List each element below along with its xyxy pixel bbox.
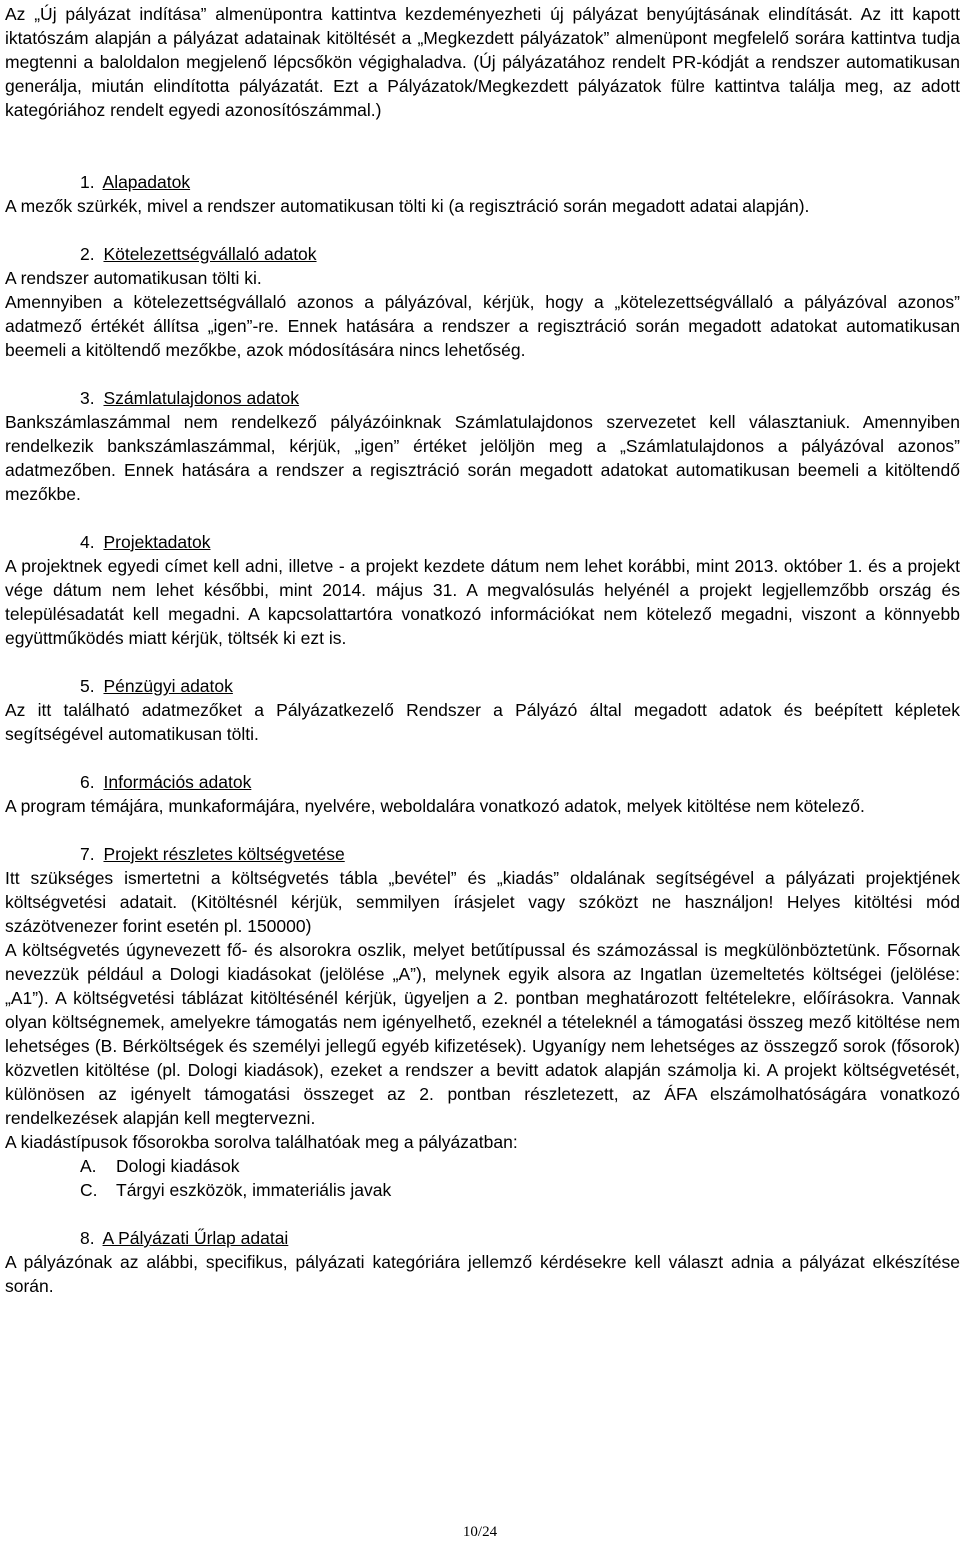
section-alapadatok (5, 170, 960, 218)
section-number: 4. (80, 532, 95, 552)
section-number: 5. (80, 676, 95, 696)
page-number: 10/24 (462, 1524, 498, 1540)
section-paragraph: Bankszámlaszámmal nem rendelkező pályázóinknak Számlatulajdonos szervezetet kell választaniuk. Amennyiben rendelkezik bankszámlaszámmal, kérjük, „igen” értéket jelöljön meg a „Számlatulajdonos a pályázóval azonos” adatmezőben. Ennek hatására a rendszer a regisztráció során megadott adatokat automatikusan beemeli a kitöltendő mezőkbe. (5, 412, 960, 504)
section-penzugyi (5, 674, 960, 746)
section-heading (5, 530, 960, 554)
section-title: Projektadatok (103, 532, 211, 552)
list-item (5, 1154, 960, 1178)
section-paragraph: A pályázónak az alábbi, specifikus, pályázati kategóriára jellemző kérdésekre kell választ adnia a pályázat elkészítése során. (5, 1252, 960, 1296)
list-item-letter: C. (80, 1180, 98, 1200)
section-palyazati-urlap (5, 1226, 960, 1298)
section-paragraph: A kiadástípusok fősorokba sorolva találhatóak meg a pályázatban: (5, 1132, 518, 1152)
section-number: 2. (80, 244, 95, 264)
list-item-text: Tárgyi eszközök, immateriális javak (116, 1180, 392, 1200)
section-title: Kötelezettségvállaló adatok (103, 244, 317, 264)
section-projektadatok (5, 530, 960, 650)
section-title: Pénzügyi adatok (103, 676, 233, 696)
section-number: 6. (80, 772, 95, 792)
section-number: 7. (80, 844, 95, 864)
list-item-letter: A. (80, 1156, 97, 1176)
expense-type-list (5, 1154, 960, 1202)
section-szamlatulajdonos (5, 386, 960, 506)
section-paragraph: Itt szükséges ismertetni a költségvetés tábla „bevétel” és „kiadás” oldalának segítségével a pályázati projektjének költségvetési adatait. (Kitöltésnél kérjük, semmilyen írásjelet vagy szóközt ne használjon! Helyes kitöltési mód százötvenezer forint esetén pl. 150000) (5, 868, 960, 936)
section-heading (5, 770, 960, 794)
document-page (5, 2, 960, 1322)
intro-paragraph: Az „Új pályázat indítása” almenüpontra kattintva kezdeményezheti új pályázat benyújtásának elindítását. Az itt kapott iktatószám alapján a pályázat adatainak kitöltését a „Megkezdett pályázatok” almenüpont megfelelő sorára kattintva tudja megtenni a baloldalon megjelenő lépcsőkön végighaladva. (Új pályázatához rendelt PR-kódját a rendszer automatikusan generálja, miután elindította pályázatát. Ezt a Pályázatok/Megkezdett pályázatok fülre kattintva találja meg, az adott kategóriához rendelt egyedi azonosítószámmal.) (5, 4, 960, 120)
section-paragraph: A program témájára, munkaformájára, nyelvére, weboldalára vonatkozó adatok, melyek kitöltése nem kötelező. (5, 796, 865, 816)
section-title: Számlatulajdonos adatok (103, 388, 300, 408)
section-heading (5, 842, 960, 866)
section-title: Információs adatok (103, 772, 252, 792)
section-number: 3. (80, 388, 95, 408)
section-paragraph: A költségvetés úgynevezett fő- és alsorokra oszlik, melyet betűtípussal és számozással is megkülönböztetünk. Fősornak nevezzük például a Dologi kiadásokat (jelölése „A”), melynek egyik alsora az Ingatlan üzemeltetés költségei (jelölése: „A1”). A költségvetési táblázat kitöltésénél kérjük, ügyeljen a 2. pontban meghatározott feltételekre, előírásokra. Vannak olyan költségnemek, amelyekre támogatás nem igényelhető, ezeknél a tételeknél a támogatási összeg mező kitöltése nem lehetséges (B. Bérköltségek és személyi jellegű egyéb kifizetések). Ugyanígy nem lehetséges az összegző sorok (fősorok) közvetlen kitöltése (pl. Dologi kiadások), ezeket a rendszer a bevitt adatok alapján számolja ki. A projekt költségvetését, különösen az igényelt támogatási összeget az 2. pontban részletezett, az ÁFA elszámolhatóságára vonatkozó rendelkezések alapján kell megtervezni. (5, 940, 960, 1128)
section-paragraph: A projektnek egyedi címet kell adni, illetve - a projekt kezdete dátum nem lehet korábbi, mint 2013. október 1. és a projekt vége dátum nem lehet későbbi, mint 2014. május 31. A megvalósulás helyénél a projekt legjellemzőbb ország és településadatát kell megadni. A kapcsolattartóra vonatkozó információkat nem kötelező megadni, viszont a könnyebb együttműködés miatt kérjük, töltsék ki ezt is. (5, 556, 960, 648)
section-title: Projekt részletes költségvetése (103, 844, 345, 864)
section-kotelezettsegvallalo (5, 242, 960, 362)
section-heading (5, 674, 960, 698)
section-number: 1. (80, 172, 95, 192)
section-informacios (5, 770, 960, 818)
section-koltsegvetes (5, 842, 960, 1202)
section-heading (5, 242, 960, 266)
list-item (5, 1178, 960, 1202)
list-item-text: Dologi kiadások (116, 1156, 240, 1176)
section-number: 8. (80, 1228, 95, 1248)
section-paragraph: Amennyiben a kötelezettségvállaló azonos a pályázóval, kérjük, hogy a „kötelezettségvállaló a pályázóval azonos” adatmező értékét állítsa „igen”-re. Ennek hatására a rendszer a regisztráció során megadott adatokat automatikusan beemeli a kitöltendő mezőkbe, azok módosítására nincs lehetőség. (5, 292, 960, 360)
section-heading (5, 386, 960, 410)
section-heading (5, 1226, 960, 1250)
section-paragraph: A mezők szürkék, mivel a rendszer automatikusan tölti ki (a regisztráció során megadott adatai alapján). (5, 196, 810, 216)
section-heading (5, 170, 960, 194)
section-paragraph: Az itt található adatmezőket a Pályázatkezelő Rendszer a Pályázó által megadott adatok és beépített képletek segítségével automatikusan tölti. (5, 700, 960, 744)
section-title: Alapadatok (102, 172, 191, 192)
section-title: A Pályázati Űrlap adatai (102, 1228, 289, 1248)
section-paragraph: A rendszer automatikusan tölti ki. (5, 268, 262, 288)
